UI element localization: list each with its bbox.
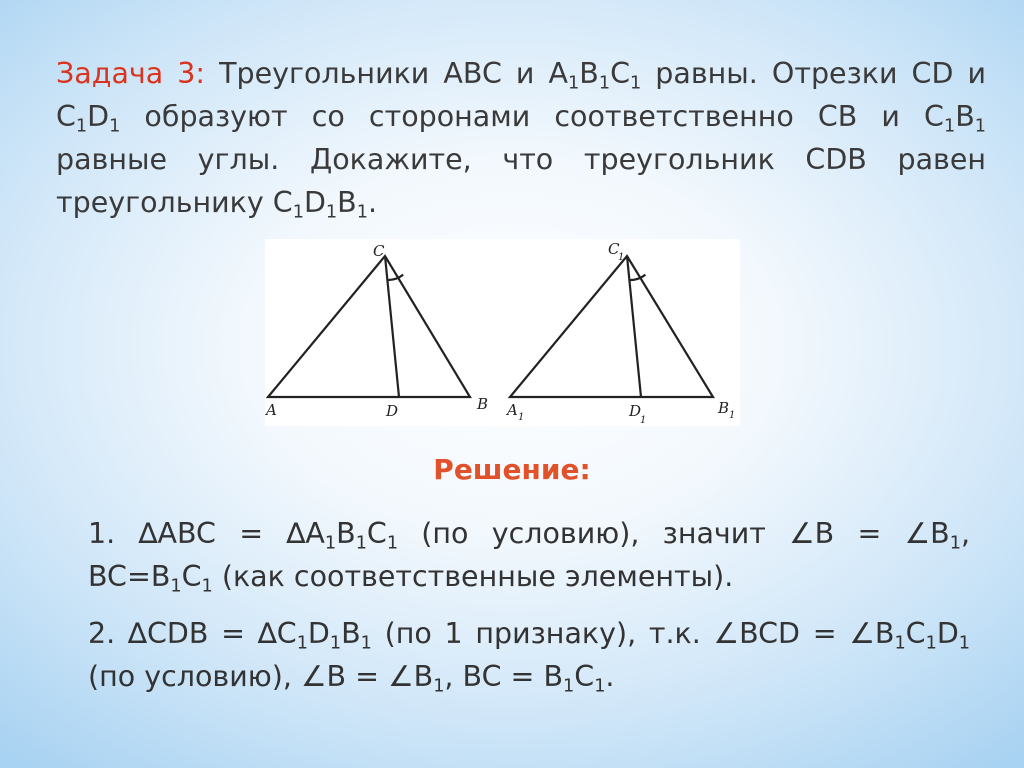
label-c1-sub: 1 xyxy=(618,252,625,263)
label-b1: B xyxy=(718,399,730,417)
label-d: D xyxy=(386,402,399,420)
label-d1: D xyxy=(629,402,642,420)
triangle-a1b1c1 xyxy=(510,256,713,397)
task-label: Задача 3: xyxy=(56,57,206,90)
label-a: A xyxy=(266,401,277,419)
triangles-drawing xyxy=(265,239,740,426)
label-c1: C xyxy=(608,240,620,258)
solution-step-2: 2. $\Delta CDB = \Delta C_1D_1B_1$ (по 1 признаку), т.к. ∠BCD = $\angle B_1C_1D_1$ (по условию), ∠B = $\angle B_1$, BC = $B_1C_1$. xyxy=(88,617,970,697)
task-statement: Задача 3: Треугольники ABC и $A_1B_1C_1$ равны. Отрезки CD и $C_1D_1$ образуют со сторонами соответственно CB и $C_1B_1$ равные углы. Докажите, что треугольник CDB равен треугольнику $C_1D_1B_1$. xyxy=(56,57,987,223)
triangle-abc xyxy=(268,256,470,397)
label-a1: A xyxy=(507,401,518,419)
solution-step-1: 1. $\Delta ABC = \Delta A_1B_1C_1$ (по условию), значит ∠B = $\angle B_1$, $BC=B_1C_1$ (как соответственные элементы). xyxy=(88,517,970,597)
triangles-figure xyxy=(265,239,740,426)
label-d1-sub: 1 xyxy=(640,415,647,426)
label-a1-sub: 1 xyxy=(518,412,525,423)
solution-title: Решение: xyxy=(433,453,591,486)
label-b1-sub: 1 xyxy=(729,410,736,421)
label-c: C xyxy=(373,242,385,260)
label-b: B xyxy=(477,395,489,413)
